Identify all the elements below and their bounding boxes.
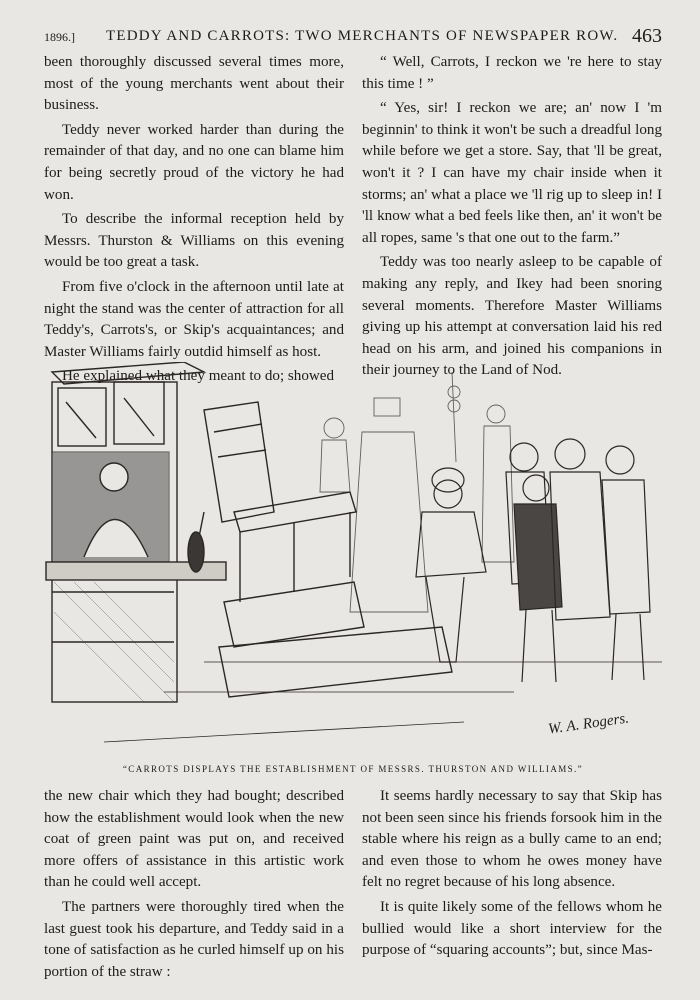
artist-signature: W. A. Rogers. [547,710,630,738]
paragraph: been thoroughly discussed several times more, most of the young merchants went about their business. [44,54,344,114]
paragraph: Teddy was too nearly asleep to be capable of making any reply, and Ikey had been snoring several moments. Therefore Master Williams giving up his attempt at conversation laid his red head on his arm, and joined his companions in their journey to the Land of Nod. [362,254,662,379]
header-title: TEDDY AND CARROTS: TWO MERCHANTS OF NEWSPAPER ROW. [106,28,619,44]
paragraph: From five o'clock in the afternoon until late at night the stand was the center of attraction for all Teddy's, Carrots's, or Skip's acquaintances; and Master Williams fairly outdid himself as host. [44,278,344,360]
page-number: 463 [632,25,662,47]
paragraph: He explained what they meant to do; showed [62,368,335,385]
text-column-top-left [44,52,344,388]
paragraph: It seems hardly necessary to say that Skip has not been seen since his friends forsook him in the stable where his reign as a bully came to an end; and even those to whom he owes money have felt no regret because of his long absence. [362,788,662,891]
text-column-top-right [362,52,662,382]
newsstand-booth [46,362,226,702]
illustration-caption: “CARROTS DISPLAYS THE ESTABLISHMENT OF MESSRS. THURSTON AND WILLIAMS.” [122,764,584,774]
paragraph: “ Yes, sir! I reckon we are; an' now I 'm beginnin' to think it won't be such a dreadful long while before we get a store. Say, that 'll be great, won't it ? I can have my chair inside when it storms; an' what a place we 'll rig up to sleep in! I 'll know what a bed feels like then, an' it won't be all ropes, same 's that one out to the farm.” [362,100,662,246]
text-column-bottom-right [362,786,662,962]
text-column-bottom-left [44,786,344,983]
paragraph: The partners were thoroughly tired when the last guest took his departure, and Teddy said in a tone of satisfaction as he curled himself up on his portion of the straw : [44,898,344,980]
paragraph: the new chair which they had bought; described how the establishment would look when the new coat of green paint was put on, and received more offers of assistance in this artistic work than he could well accept. [44,788,344,891]
boy-carrots [416,468,486,662]
boys-group [506,439,650,682]
paragraph: “ Well, Carrots, I reckon we 're here to stay this time ! ” [362,54,662,92]
header-date: 1896.] [44,30,75,44]
running-header [44,26,662,50]
illustration-engraving [44,362,662,754]
paragraph: It is quite likely some of the fellows whom he bullied would like a short interview for the purpose of “squaring accounts”; but, since Mas- [362,898,662,959]
armchair-on-platform [188,402,452,697]
background-crowd [320,372,514,612]
paragraph: Teddy never worked harder than during the remainder of that day, and no one can blame him for being secretly proud of the victory he had won. [44,121,344,203]
paragraph: To describe the informal reception held by Messrs. Thurston & Williams on this evening would be too great a task. [44,211,344,271]
